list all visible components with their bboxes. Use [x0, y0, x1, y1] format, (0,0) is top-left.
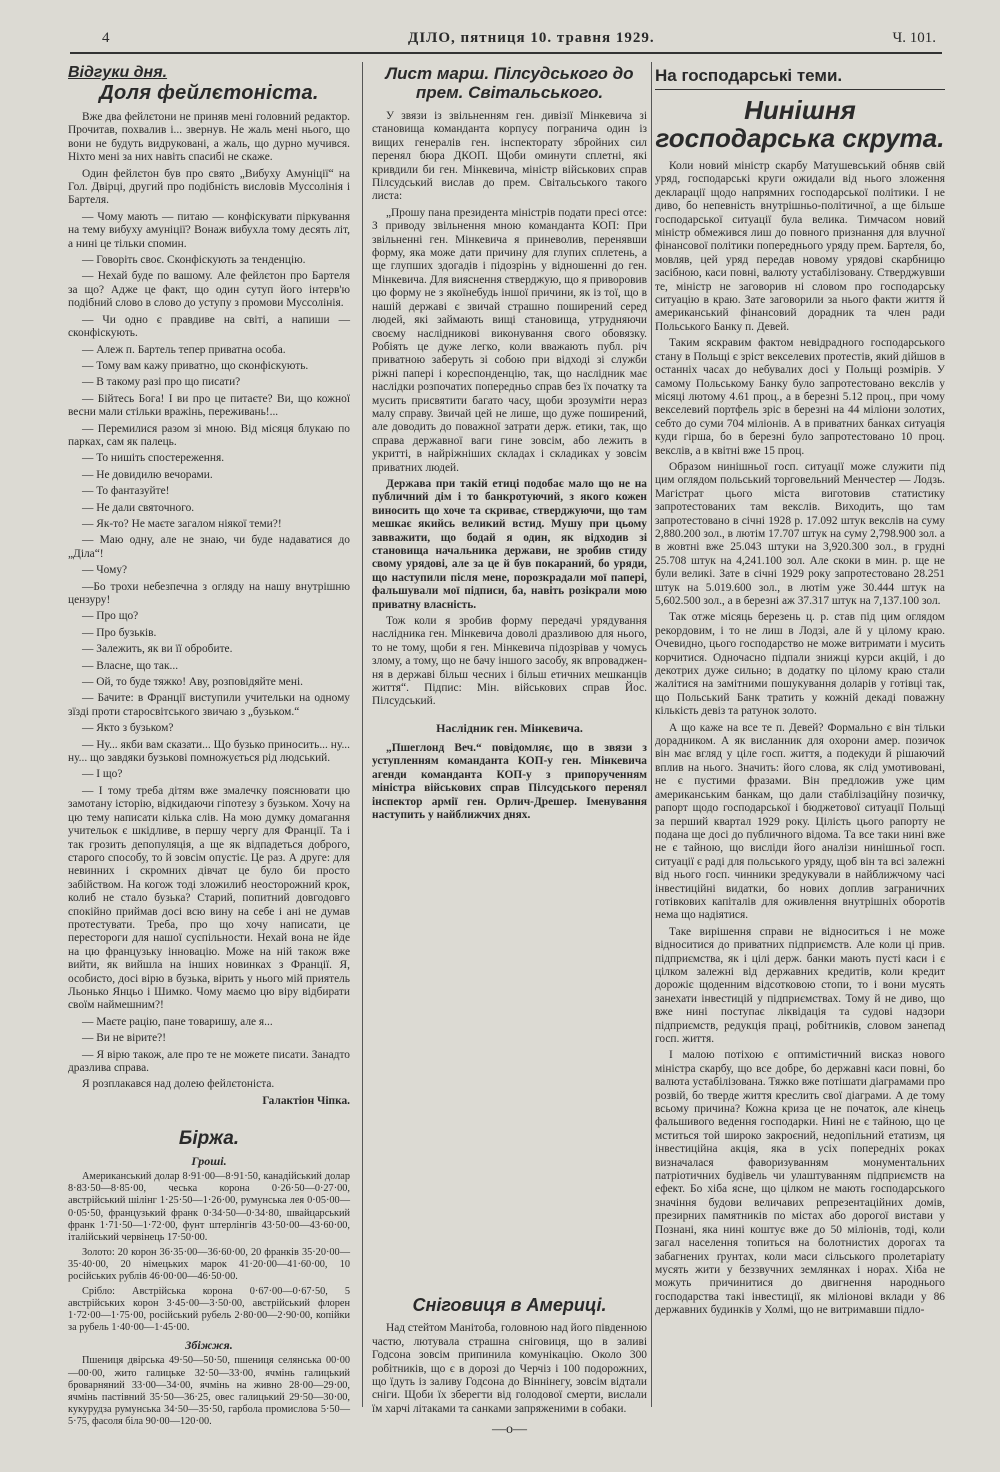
- grain-rates: Пшениця двірська 49·50—50·50, пшениця селянська 00·00—00·00, жито галицьке 32·50—33·00, ячмінь галицький броварняний 33·00—34·00, ячмінь на живно 28·00—29·00, ячмінь пастівний 35·50—36·25, овес галицький 29·50—30·00, кукурудза румунська 34·50—35·50, гарбола промислова 5·50—5·75, фасоля біла 90·00—120·00.: [68, 1355, 350, 1427]
- blank-space: [372, 825, 647, 1295]
- paragraph: Тож коли я зробив форму передачі урядування наслідника ген. Мінкевича доволі дразливою для нього, то не тому, щоби я ген. Мінкевича підозрівав у чомусь злому, а тому, що не бачу іншого засобу, як впровадження в державі більш чесних і більш етичних мешканців життя“. Підпис: Мін. військових справ Йос. Пілсудський.: [372, 615, 647, 708]
- section-heading: На господарські теми.: [655, 66, 945, 90]
- masthead: ДІЛО, пятниця 10. травня 1929.: [408, 30, 655, 46]
- issue-number: Ч. 101.: [892, 30, 936, 46]
- paragraph: — Як-то? Не маєте загалом ніякої теми?!: [82, 517, 282, 530]
- paragraph: У звязи із звільненням ген. дивізії Мінкевича зі становища команданта корпусу погранича один із вищих генералів ген. інспекторату збройних сил перенял бюра ДКОП. Щоби оминути сплетні, які кривдили би ген. Мінкевича, міністр військових справ Пілсудський вислав до прем. Світальського такого листа:: [372, 110, 647, 203]
- paragraph: — То нишіть спостереження.: [82, 452, 225, 465]
- article-title: Доля фейлєтоніста.: [99, 82, 319, 104]
- exchange-section: [68, 1154, 350, 1428]
- paragraph: — Чи одно є правдиве на світі, а напиши — сконфіскують.: [68, 313, 350, 340]
- paragraph: — Я вірю також, але про те не можете писати. Занадто дразлива справа.: [68, 1048, 350, 1074]
- paragraph: Таке вирішення справи не відноситься і не може відноситися до приватних підприємств. Але коли ці прив. підприємства, як і цілі держ. банки мають пусті каси і є цілком залежні від державних кредитів, коли кредит дорожіє щоденним відсотковою стопи, то і вони мусять занехати інвестицій у підприємствах. Тому й не диво, що вже нині поступає ліквідація та судові надзори підприємств, редукція праці, робітників, словом занепад госп. життя.: [655, 925, 945, 1045]
- rubric: Відгуки дня.: [68, 64, 168, 81]
- paragraph: „Прошу пана президента міністрів подати пресі отсе: З приводу звільнення мною команданта КОП: При звільненні ген. Мінкевича я приневолив, перенявши форму, яка може дати причину для глупих сплетень, а ще глупших здогадів і підозрінь у відношенні до ген. Мінкевича. Для вияснення стверджую, що я приворовив цю форму не з якоїнебудь іншої причини, як із тої, що в нашій державі є звичай страшно поширений серед людей, які займають вищі становища, утрудняючи своєму наслідникові виконування свого обовязку. Робіять це дуже легко, коли вважають публ. річ приватною забеpуть зі собою при відході зі служби ріжні папері і кореспонденцію, так, що наслідник має наслідки розпочатих попередньо справ без їх початку та мусить присвятити багато часу, щоби зрозуміти нераз малу справу. Звичай цей не лише, що дуже поширений, але доводить до поважної затрати держ. етики, так, що справа державної ваги гине зовсім, або лежить в укритті, в найріжніших складах і складиках у зовсім приватних людей.: [372, 206, 647, 474]
- page-header: [66, 30, 936, 50]
- header-rule: [70, 52, 942, 54]
- paragraph: Над стейтом Манітоба, головною над його південною частю, лютувала страшна сніговиця, що в заливі Годсона зовсім припинила комунікацію. Около 300 робітників, що є в дорозі до Черчіз і 100 подорожних, що їдуть із заливу Годсона до Віннінегу, зовсім відтали сніги. Щоби їх зберегти від голодової смерти, вислали їм харчі літаками та санками запряженими в собаки.: [372, 1322, 647, 1415]
- paragraph: Коли новий міністр скарбу Матушевський обняв свій уряд, господарські круги ожидали від нього зложення декларації щодо напрямних господарської політики. І не диво, бо непевність внутрішньо-політичної, а ще більше господарської ситуації була велика. Тимчасом новий міністр обмежився лиш до повного признання для влучної фінансової політики попереднього уряду прем. Бартеля, бо, мовляв, цей уряд передав новому урядові скарбницю засібною, каси повні, валюту устабілізовану. Стверджувши те, міністр не заговорив ні словом про господарську ситуацію в краю. Зате заговорили за нього факти життя й американський фінансовий дорадник та член ради Польського Банку п. Девей.: [655, 160, 945, 333]
- ornament: —o—: [492, 1422, 527, 1438]
- paragraph: І малою потіхою є оптимістичний висказ нового міністра скарбу, що все добре, бо державні каси повні, бо валюта устабілізована. Тяжко вже потішати діаграмами про розвій, бо тверде життя креслить свої діаграми. А де тому всьому причина? Кожна криза це не початок, але кінець фальшивого ведення господарки. Нині не є тайною, що це мститься той широко закроєний, недопільний етатизм, ця інвестиційна акція, яка в усіх попередніх роках визначалася фаворизуванням монументальних патріотичних будівель чи улаштуванням підприємств на ефект. Бо хіба ясне, що цілком не мають господарського значіння будови величавих репрезентаційних домів, презирних памятників по містах або дорогої вистави у Познані, яка нині коштує вже до 50 міліонів, тоді, коли загал населення топиться на болотнистих дорогах та забагнених ґрунтах, коли маси сільського пролетаріату мусять жити у беззвучних землянках і норах. Хіба не можуть причинитися до двигнення народнього господарства такі інвестиції, як міліонові вклади у 86 державних будинків у Холмі, що не витримавши підло-: [655, 1049, 945, 1317]
- paragraph: — Залежить, як ви її обробите.: [82, 643, 233, 656]
- paragraph: — І що?: [82, 768, 123, 781]
- page-number: 4: [102, 30, 110, 46]
- paragraph: Один фейлєтон був про свято „Вибуху Амуніції“ на Гол. Двірці, другий про подібність висловів Муссолінія і Бартеля.: [68, 167, 350, 207]
- paragraph: Образом нинішньої госп. ситуації може служити під цим оглядом польський торговельний Менчестер — Лодзь. Магістрат цього міста виготовив статистику запротестованих там векслів. Виходить, що там запротестовано в січні 1928 р. 17.092 штук векслів на суму 2,880.200 зол., в лютім 17.707 штук на суму 2,798.900 зол. а в жовтні вже 25.043 штуки на 3,920.300 зол., в грудні 25.708 штук на 4,241.100 зол. Але скоки в мин. р. ще не були великі. Зате в січні 1929 року запротестовано 28.251 штук на 5.019.600 зол., в лютім уже 30.444 штук на 5,602.500 зол., а в березні аж 37.317 штук на 7,137.100 зол.: [655, 460, 945, 607]
- paragraph: — Чому?: [82, 564, 128, 577]
- paragraph: А що каже на все те п. Девей? Формально є він тільки дорадником. А як висланник для охорони амер. позичок він має вгляд у ціле госп. життя, а подекуди й рішаючий вплив на нього. Значить: його слова, як слід умотивовані, не є пустими фразами. Він предложив уже цим американським банкам, що дали стабілізаційну позичку, рапорт щодо господарської і бюджетової ситуації Польщі за перший квартал 1929 року. Цілість цього рапорту не подана ще досі до публичного відома. Та все таки нині вже не є тайною, що висліди його аналізи нинішньої госп. ситуації є раді для польського уряду, щоб він та всі залежні від нього госп. чинники зредукували в найближчому часі інвестиційні видатки, бо нових доплив заграничних готівкових капіталів для оживлення внутрішніх оборотів нема що надіятися.: [655, 721, 945, 922]
- paragraph: — Ой, то буде тяжко! Аву, розповідяйте мені.: [82, 676, 303, 689]
- paragraph: — В такому разі про що писати?: [82, 376, 241, 389]
- paragraph: — Ви не вірите?!: [82, 1032, 166, 1045]
- column-right: [655, 62, 945, 1321]
- article-title: Нинішня господарська скрута.: [655, 95, 945, 153]
- article-body: [68, 111, 350, 1108]
- gold-rates: Золото: 20 корон 36·35·00—36·60·00, 20 франків 35·20·00—35·40·00, 20 німецьких марок 41·20·00—41·60·00, 10 російських рублів 46·00·00—46·50·00.: [68, 1246, 350, 1282]
- paragraph: — Ну... якби вам сказати... Що бузько приносить... ну... ну... що завдяки бузькові помножується рід людський.: [68, 738, 350, 765]
- paragraph: — Чому мають — питаю — конфіскувати піркування на тему вибуху амуніції? Вонаж вибухла тому десять літ, а нині це тільки спомин.: [68, 210, 350, 250]
- paragraph: — Говоріть своє. Сконфіскують за тенденцію.: [82, 254, 306, 267]
- paragraph: — Не довидилю вечорами.: [82, 468, 213, 481]
- paragraph: — Тому вам кажу приватно, що сконфіскують.: [82, 359, 309, 372]
- money-heading: Гроші.: [191, 1154, 227, 1169]
- paragraph: — Власне, що так...: [82, 659, 179, 672]
- exchange-title: Біржа.: [178, 1128, 240, 1150]
- paragraph: — Перемилися разом зі мною. Від місяця блукаю по парках, сам як палець.: [68, 422, 350, 448]
- paragraph: — Бачите: в Франції виступили учительки на одному зїзді проти старосвітського звичаю з „бузьком.“: [68, 692, 350, 718]
- paragraph: — Нехай буде по вашому. Але фейлєтон про Бартеля за що? Адже це факт, що один сутуп його інтерв'ю подібний слово в слово до уступу з промови Муссолінія.: [68, 270, 350, 310]
- paragraph: — Маєте рацію, пане товаришу, але я...: [82, 1015, 273, 1028]
- column-left: [68, 62, 350, 1431]
- column-divider: [651, 62, 652, 1407]
- paragraph: — Про бузьків.: [82, 626, 157, 639]
- paragraph: — І тому треба дітям вже змалечку пояснювати цю замотану історію, відкидаючи гіпотезу з бузьком. Хочу на цю тему написати кілька слів. На мою думку домагання учительок є шкідливе, в першу чергу для Франції. Та і так грозить депопуляція, а ще як відпадеться доброго, старого способу, то й зовсім опустіє. Це раз. А друге: для невинних і скромних дівчат це було би просто забійством. На когож тоді зложилиб неосторожний крок, колиб не стало бузька? Старий, попитний довгодовго спокійно приймав досі всю вину на себе і ані не думав протестувати. Треба, про що хочу написати, це перестороги для нашої суспільности. Нехай вона не йде на цю французьку інновацію. Може на ній також вже вийти, як вийшла на інших новинках з Франції. Я, особисто, досі вірю в бузька, вірить у нього мій приятель Льонько Янцьо і Шимко. Чому маємо цю віру відбирати своїм наймешним?!: [68, 784, 350, 1012]
- paragraph-bold: „Пшеглонд Веч.“ повідомляє, що в звязи з уступленням команданта КОП-у ген. Мінкевича агенди команданта КОП-у з припорученням міністра військових справ Пілсудського перенял інспектор армії ген. Орлич-Дрешер. Іменування наступить у найближчих днях.: [372, 741, 647, 821]
- column-middle: [372, 62, 647, 1444]
- paragraph: — Алеж п. Бартель тепер приватна особа.: [82, 343, 286, 356]
- money-rates: Американський долар 8·91·00—8·91·50, канадійський долар 8·83·50—8·85·00, чеська корона 0·26·50—0·27·00, австрійський шілінг 1·25·50—1·26·00, румунська лея 0·05·00—0·05·50, французький франк 0·34·50—0·34·80, швайцарський франк 1·71·50—1·72·00, фунт штерлінгів 43·50·00—43·60·00, італійський червінець 17·50·00.: [68, 1171, 350, 1243]
- paragraph: Вже два фейлєтони не приняв мені головний редактор. Прочитав, похвалив і... звернув. Не жаль мені нього, що вони не будуть видруковані, а жаль, що дурно мучився. Ніхто мені за них навіть спасибі не скаже.: [68, 111, 350, 164]
- subheading: Наслідник ген. Мінкевича.: [436, 720, 583, 735]
- article-title: Лист марш. Пілсудського до прем. Світальського.: [385, 64, 634, 102]
- paragraph: — То фантазуйте!: [82, 485, 170, 498]
- paragraph-bold: Держава при такій етиці подобає мало що не на публичний дім і то банкротуючий, з якого кожен виносить що хоче та скриває, стверджуючи, що там мешкає якийсь великий встид. Мушу при цьому завважити, що бодай я один, як відходив зі становища начальника держави, не зробив стиду свому урядові, але за це й був покараний, бо уряди, що наступили після мене, порозкрадали мої папері, фальшували мої підписи, ба, навіть розікрали мою приватну власність.: [372, 477, 647, 611]
- signature: Галактіон Чіпка.: [262, 1094, 350, 1107]
- grain-heading: Збіжжя.: [185, 1338, 233, 1353]
- article-title: Сніговиця в Америці.: [412, 1295, 607, 1316]
- paragraph: — Про що?: [82, 610, 139, 623]
- paragraph: Я розплакався над долею фейлєтоніста.: [82, 1078, 275, 1091]
- paragraph: Так отже місяць березень ц. р. став під цим оглядом рекордовим, і то не лиш в Лодзі, але й у цілому краю. Очевидно, цього господарство не може витримати і мусить корчитися. Одночасно підпали знижці курси акцій, і до декотрих дуже сильно; в додатку по цілому краю стали жалітися на замітними пошукування доларів у готівці так, що Польський Банк тратить у кожній декаді поважну кількість девіз та ратунок золото.: [655, 611, 945, 718]
- paragraph: — Якто з бузьком?: [82, 722, 174, 735]
- paragraph: —Бо трохи небезпечна з огляду на нашу внутрішню цензуру!: [68, 580, 350, 606]
- paragraph: Таким яскравим фактом невідрадного господарського стану в Польщі є зріст векселевих протестів, який дійшов в останніх часах до небувалих досі у Польщі розмірів. У самому Польському Банку було запротестовано векслів у місяці лютому 4.61 проц., а в березні 5.12 проц., при чому векселевий портфель зріс в березні на 44 міліони золотих, себто до суми 704 міліонів. А в приватних банках ситуація куди гірша, бо в березні було запротестовано 10 проц. векслів, а в квітні вже 15 проц.: [655, 337, 945, 457]
- silver-rates: Срібло: Австрійська корона 0·67·00—0·67·50, 5 австрійських корон 3·45·00—3·50·00, австрійський флорен 1·72·00—1·75·00, російський рубель 2·80·00—2·90·00, копійки за рубель 1·40·00—1·45·00.: [68, 1286, 350, 1334]
- paragraph: — Не дали святочного.: [82, 501, 195, 514]
- column-divider: [362, 62, 363, 1407]
- paragraph: — Маю одну, але не знаю, чи буде надаватися до „Діла“!: [68, 534, 350, 560]
- paragraph: — Бійтесь Бога! І ви про це питаєте? Ви, що кожної весни мали стільки вражінь, переживань!...: [68, 392, 350, 419]
